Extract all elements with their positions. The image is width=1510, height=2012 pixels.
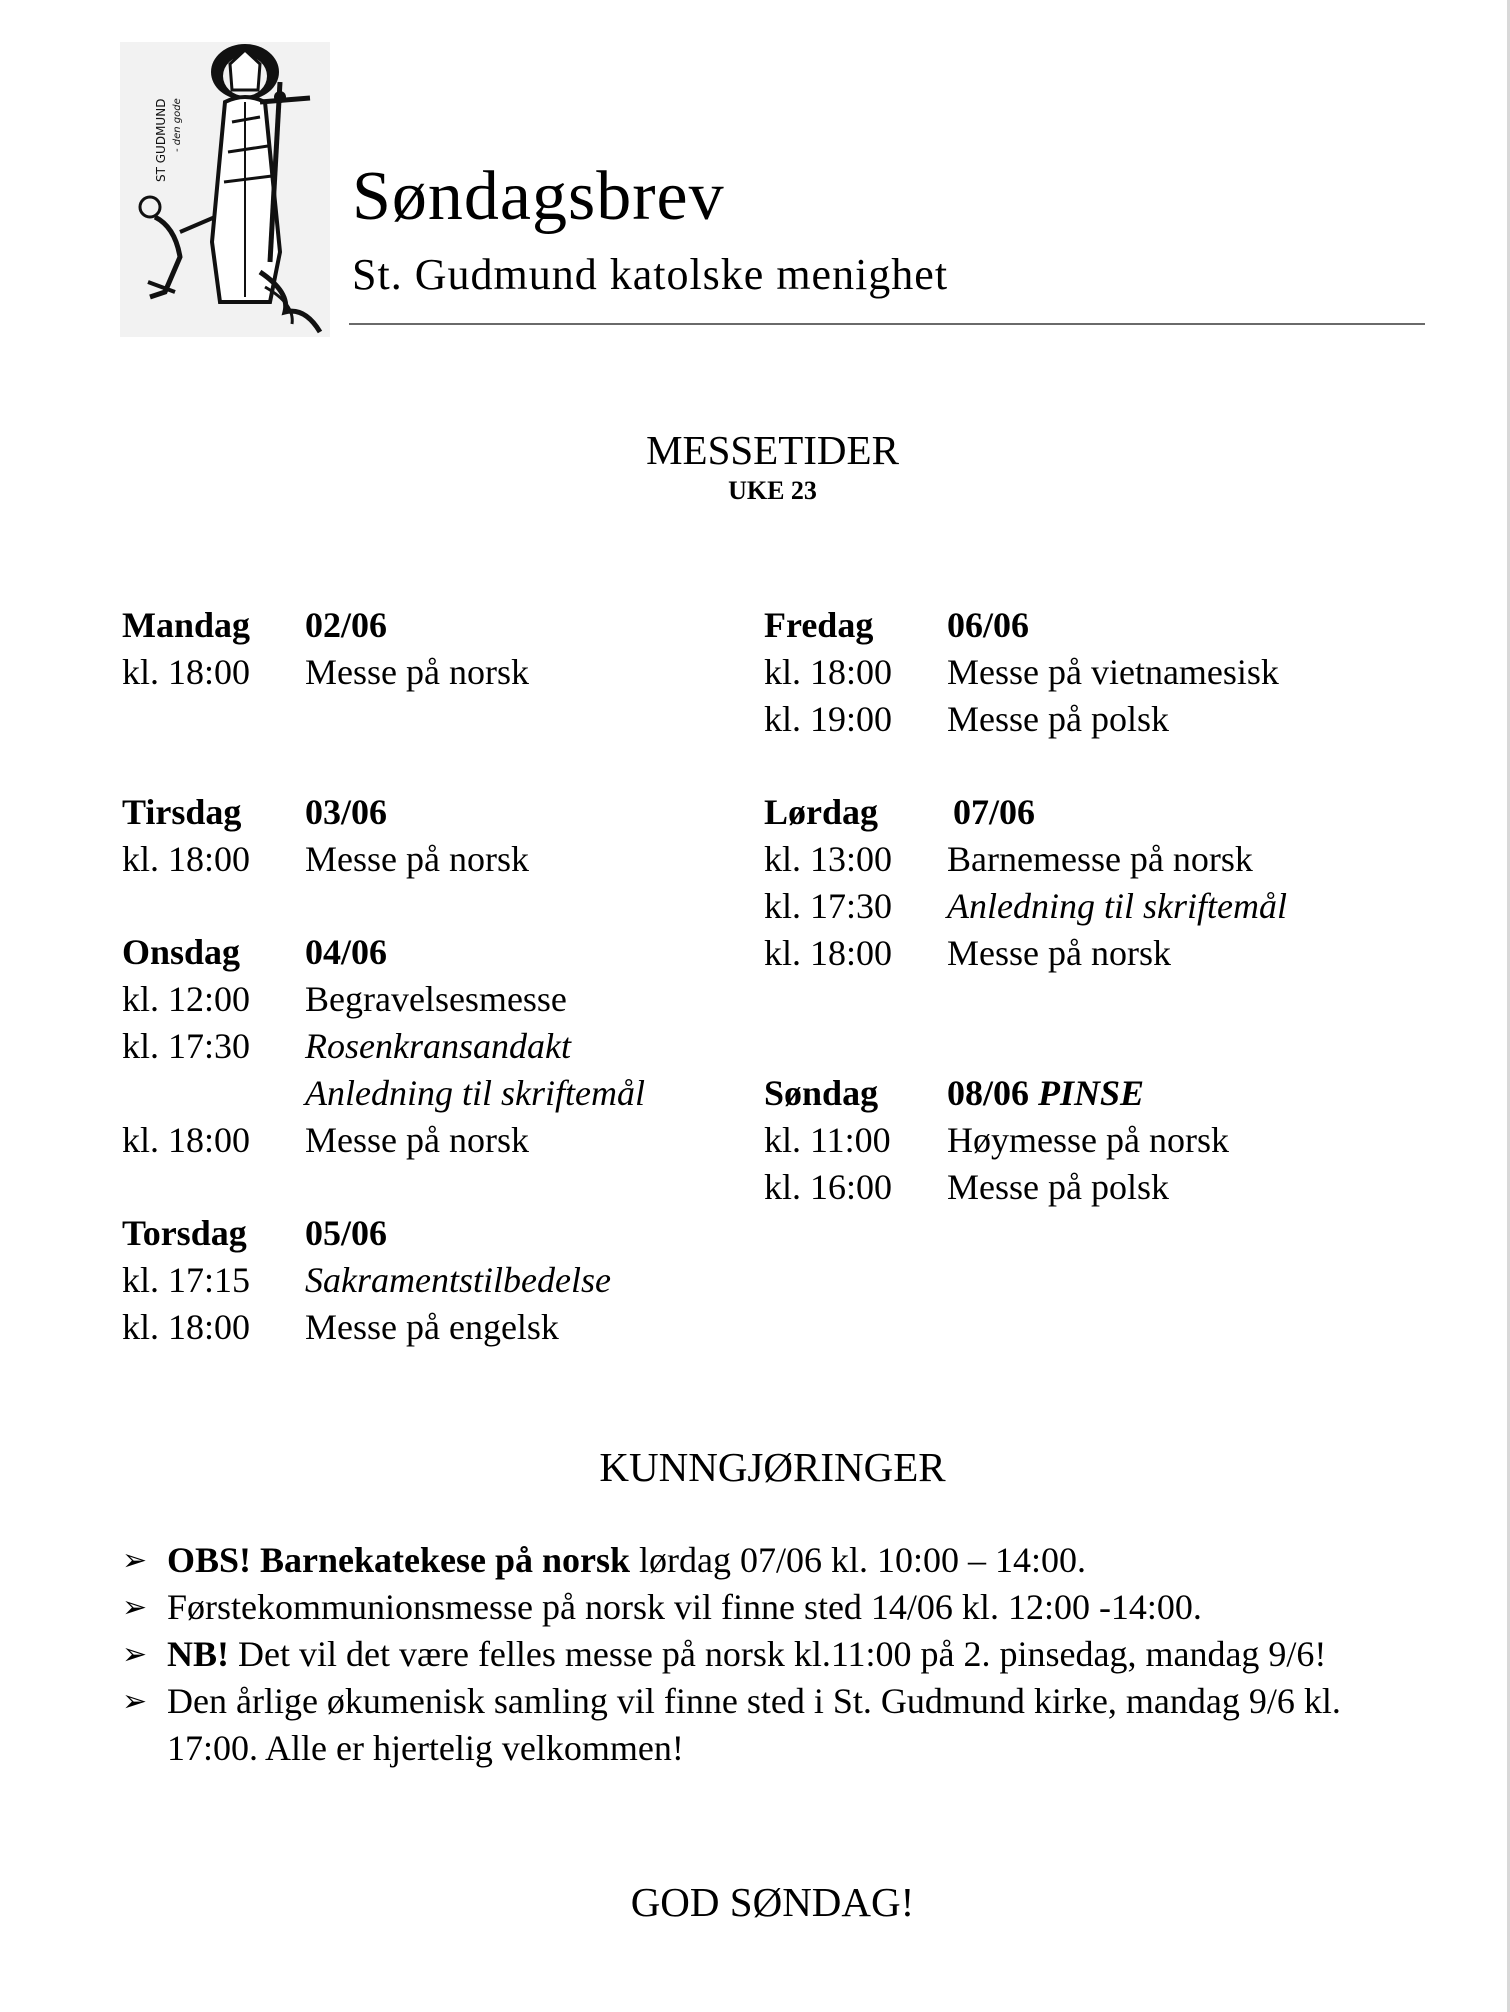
day-date: 08/06 bbox=[947, 1073, 1030, 1113]
day-name: Søndag bbox=[764, 1073, 879, 1113]
schedule-entry bbox=[764, 836, 1424, 883]
entry-text: Anledning til skriftemål bbox=[947, 886, 1287, 926]
schedule-entry bbox=[122, 836, 722, 883]
entry-time: kl. 18:00 bbox=[764, 652, 893, 692]
schedule-entry bbox=[764, 696, 1424, 743]
schedule-entry bbox=[764, 883, 1424, 930]
schedule-entry bbox=[122, 1304, 722, 1351]
arrow-bullet-icon: ➢ bbox=[122, 1544, 148, 1577]
feast-label: PINSE bbox=[1038, 1073, 1145, 1113]
entry-text: Messe på polsk bbox=[947, 699, 1169, 739]
day-name: Tirsdag bbox=[122, 792, 242, 832]
entry-text: Anledning til skriftemål bbox=[305, 1073, 645, 1113]
entry-time: kl. 19:00 bbox=[764, 699, 893, 739]
entry-text: Rosenkransandakt bbox=[305, 1026, 571, 1066]
schedule-entry bbox=[122, 1070, 722, 1117]
svg-text:ST GUDMUND: ST GUDMUND bbox=[154, 98, 168, 182]
entry-text: Høymesse på norsk bbox=[947, 1120, 1229, 1160]
entry-text: Messe på norsk bbox=[305, 1120, 529, 1160]
announcement-text: Det vil det være felles messe på norsk kl.11:00 på 2. pinsedag, mandag 9/6! bbox=[229, 1634, 1327, 1674]
announcement-text: lørdag 07/06 kl. 10:00 – 14:00. bbox=[630, 1540, 1087, 1580]
entry-time: kl. 17:15 bbox=[122, 1260, 251, 1300]
header-divider bbox=[349, 323, 1425, 325]
arrow-bullet-icon: ➢ bbox=[122, 1638, 148, 1671]
day-block-saturday bbox=[764, 789, 1424, 977]
schedule-left-column bbox=[122, 602, 722, 1351]
day-block-wednesday bbox=[122, 929, 722, 1164]
entry-text: Messe på norsk bbox=[305, 839, 529, 879]
day-name: Lørdag bbox=[764, 792, 879, 832]
announcement-text: Den årlige økumenisk samling vil finne sted i St. Gudmund kirke, mandag 9/6 kl. 17:00. Alle er hjertelig velkommen! bbox=[167, 1681, 1341, 1768]
day-block-sunday bbox=[764, 1070, 1424, 1211]
svg-text:- den gode: - den gode bbox=[172, 98, 183, 152]
announcement-bold: OBS! Barnekatekese på norsk bbox=[167, 1540, 631, 1580]
day-name: Mandag bbox=[122, 605, 251, 645]
announcements-list bbox=[122, 1537, 1432, 1772]
day-date: 03/06 bbox=[305, 792, 388, 832]
page-title: Søndagsbrev bbox=[352, 158, 725, 235]
entry-time: kl. 16:00 bbox=[764, 1167, 893, 1207]
list-item bbox=[122, 1631, 1432, 1678]
entry-text: Messe på vietnamesisk bbox=[947, 652, 1279, 692]
entry-time: kl. 12:00 bbox=[122, 979, 251, 1019]
day-block-monday bbox=[122, 602, 722, 696]
schedule-right-column bbox=[764, 602, 1424, 1211]
day-block-thursday bbox=[122, 1210, 722, 1351]
week-label: UKE 23 bbox=[728, 476, 817, 505]
day-date: 02/06 bbox=[305, 605, 388, 645]
entry-text: Messe på polsk bbox=[947, 1167, 1169, 1207]
entry-text: Begravelsesmesse bbox=[305, 979, 567, 1019]
day-date: 07/06 bbox=[953, 792, 1036, 832]
announcement-bold: NB! bbox=[167, 1634, 229, 1674]
arrow-bullet-icon: ➢ bbox=[122, 1591, 148, 1624]
day-date: 05/06 bbox=[305, 1213, 388, 1253]
day-block-friday bbox=[764, 602, 1424, 743]
entry-time: kl. 18:00 bbox=[764, 933, 893, 973]
entry-time: kl. 17:30 bbox=[122, 1026, 251, 1066]
entry-time: kl. 18:00 bbox=[122, 1120, 251, 1160]
announcements-heading: KUNNGJØRINGER bbox=[599, 1444, 946, 1490]
closing-greeting: GOD SØNDAG! bbox=[630, 1879, 915, 1925]
schedule-entry bbox=[122, 976, 722, 1023]
list-item bbox=[122, 1537, 1432, 1584]
announcement-text: Førstekommunionsmesse på norsk vil finne sted 14/06 kl. 12:00 -14:00. bbox=[167, 1587, 1202, 1627]
schedule-entry bbox=[122, 1257, 722, 1304]
arrow-bullet-icon: ➢ bbox=[122, 1685, 148, 1718]
day-name: Onsdag bbox=[122, 932, 241, 972]
day-name: Torsdag bbox=[122, 1213, 247, 1253]
page-subtitle: St. Gudmund katolske menighet bbox=[352, 250, 949, 299]
entry-text: Messe på engelsk bbox=[305, 1307, 559, 1347]
schedule-entry bbox=[764, 930, 1424, 977]
list-item bbox=[122, 1584, 1432, 1631]
parish-logo bbox=[120, 42, 330, 337]
schedule-entry bbox=[122, 1023, 722, 1070]
entry-text: Messe på norsk bbox=[305, 652, 529, 692]
entry-time bbox=[122, 1070, 305, 1117]
day-block-tuesday bbox=[122, 789, 722, 883]
day-name: Fredag bbox=[764, 605, 874, 645]
list-item bbox=[122, 1678, 1432, 1772]
schedule-entry bbox=[122, 1117, 722, 1164]
schedule-entry bbox=[764, 1117, 1424, 1164]
entry-time: kl. 13:00 bbox=[764, 839, 893, 879]
entry-time: kl. 11:00 bbox=[764, 1120, 891, 1160]
day-date: 06/06 bbox=[947, 605, 1030, 645]
entry-time: kl. 18:00 bbox=[122, 1307, 251, 1347]
schedule-entry bbox=[122, 649, 722, 696]
entry-time: kl. 18:00 bbox=[122, 839, 251, 879]
day-date: 04/06 bbox=[305, 932, 388, 972]
schedule-entry bbox=[764, 1164, 1424, 1211]
schedule-entry bbox=[764, 649, 1424, 696]
entry-text: Sakramentstilbedelse bbox=[305, 1260, 611, 1300]
mass-times-heading: MESSETIDER bbox=[646, 427, 899, 473]
entry-text: Barnemesse på norsk bbox=[947, 839, 1253, 879]
entry-time: kl. 17:30 bbox=[764, 886, 893, 926]
entry-time: kl. 18:00 bbox=[122, 652, 251, 692]
entry-text: Messe på norsk bbox=[947, 933, 1171, 973]
